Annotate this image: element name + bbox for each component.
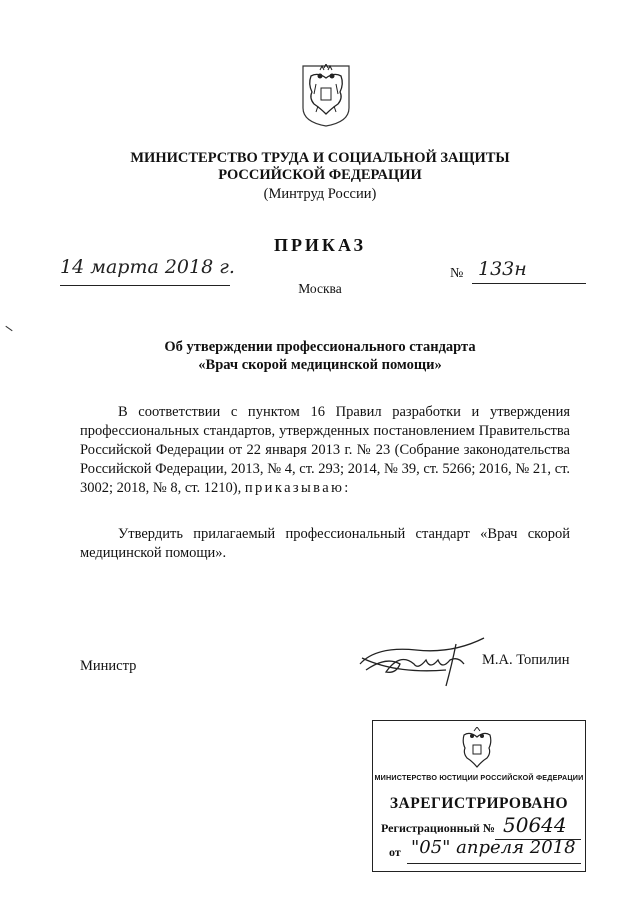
ministry-name xyxy=(0,150,640,184)
stamp-emblem-icon xyxy=(457,727,497,771)
order-subject xyxy=(0,338,640,374)
order-number-label: № xyxy=(450,266,464,281)
order-title: ПРИКАЗ xyxy=(273,235,367,255)
order-subject-line1: Об утверждении профессионального стандарта xyxy=(164,339,476,355)
signatory-name: М.А. Топилин xyxy=(482,652,570,668)
handwritten-signature xyxy=(356,630,496,688)
stamp-reg-number-handwritten: 50644 xyxy=(503,813,567,837)
number-underline xyxy=(472,283,586,284)
order-date-handwritten: 14 марта 2018 г. xyxy=(60,256,235,278)
body-paragraph-1-text: В соответствии с пунктом 16 Правил разработки и утверждения профессиональных стандартов, утвержденных постановлением Правительства Российской Федерации от 22 января 2013 г. № 23 (Собрание законодательства Российской Федерации, 2013, № 4, ст. 293; 2014, № 39, ст. 5266; 2016, № 21, ст. 3002; 2018, № 8, ст. 1210), xyxy=(80,404,570,496)
ministry-name-line2: РОССИЙСКОЙ ФЕДЕРАЦИИ xyxy=(218,167,422,183)
margin-mark xyxy=(5,326,12,331)
stamp-reg-number-label: Регистрационный № xyxy=(381,821,495,835)
order-subject-line2: «Врач скорой медицинской помощи» xyxy=(198,357,442,373)
stamp-ministry: МИНИСТЕРСТВО ЮСТИЦИИ РОССИЙСКОЙ ФЕДЕРАЦИИ xyxy=(374,773,584,782)
order-city: Москва xyxy=(298,281,342,296)
stamp-date-underline xyxy=(407,863,581,864)
ministry-name-line1: МИНИСТЕРСТВО ТРУДА И СОЦИАЛЬНОЙ ЗАЩИТЫ xyxy=(130,150,510,166)
signatory-position: Министр xyxy=(80,658,137,674)
body-paragraph-2-text: Утвердить прилагаемый профессиональный стандарт «Врач скорой медицинской помощи». xyxy=(80,526,570,561)
order-verb: приказываю: xyxy=(244,480,351,496)
ministry-short-name: (Минтруд России) xyxy=(263,186,377,202)
registration-stamp xyxy=(372,720,586,872)
stamp-from-label: от xyxy=(389,845,401,859)
body-paragraph-2 xyxy=(80,525,570,563)
body-paragraph-1 xyxy=(80,403,570,498)
coat-of-arms-emblem-icon xyxy=(300,64,352,128)
stamp-registered: ЗАРЕГИСТРИРОВАНО xyxy=(389,795,569,812)
order-number-handwritten: 133н xyxy=(478,258,527,280)
stamp-date-handwritten: "05" апреля 2018 xyxy=(411,837,576,858)
date-underline xyxy=(60,285,230,286)
